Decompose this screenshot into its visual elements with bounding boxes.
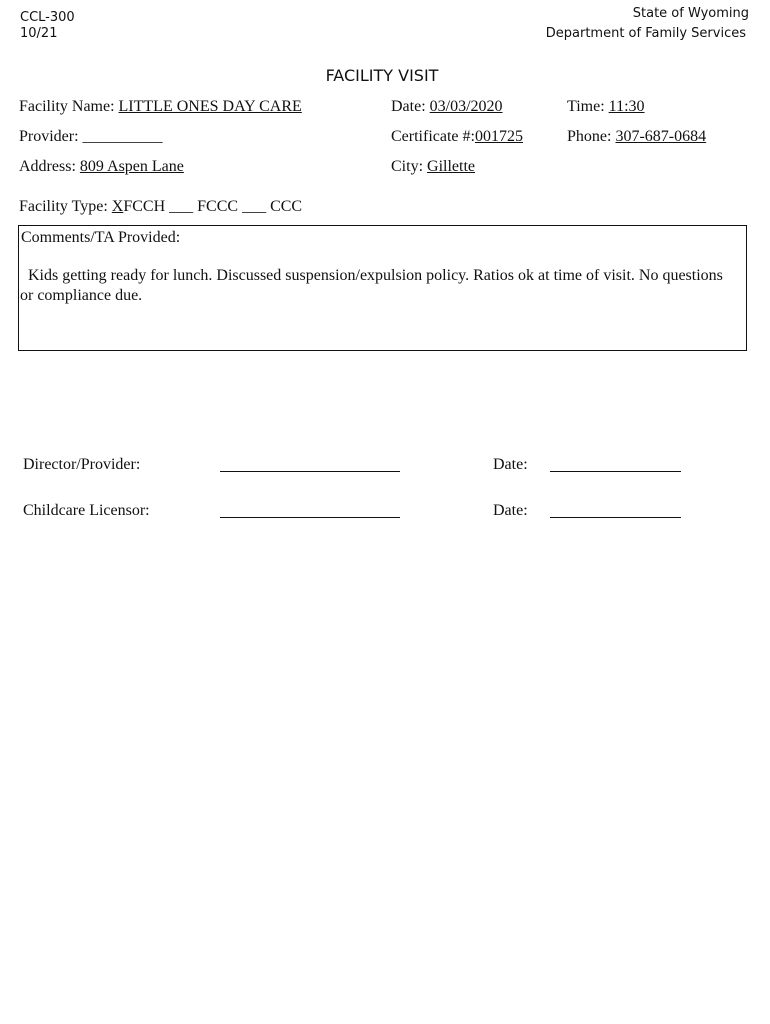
fccc-option: FCCC <box>197 198 239 215</box>
phone-label: Phone: <box>567 128 612 145</box>
facility-type-label: Facility Type: <box>19 198 108 215</box>
ccc-option: CCC <box>270 198 303 215</box>
director-signature-line[interactable] <box>220 471 400 472</box>
director-signature-label: Director/Provider: <box>23 456 141 473</box>
fccc-checkmark: ___ <box>169 198 194 215</box>
city-value: Gillette <box>427 158 475 175</box>
director-date-label: Date: <box>493 456 528 473</box>
comments-label: Comments/TA Provided: <box>21 229 181 246</box>
phone-row <box>567 127 706 146</box>
licensor-signature-line[interactable] <box>220 517 400 518</box>
certificate-row <box>391 127 523 146</box>
address-label: Address: <box>19 158 76 175</box>
form-number: CCL-300 <box>20 10 75 25</box>
provider-value: __________ <box>82 128 163 145</box>
visit-date-value: 03/03/2020 <box>429 98 503 115</box>
facility-name-label: Facility Name: <box>19 98 115 115</box>
facility-name-value: LITTLE ONES DAY CARE <box>118 98 302 115</box>
licensor-date-line[interactable] <box>550 517 681 518</box>
licensor-signature-label: Childcare Licensor: <box>23 502 150 519</box>
address-value: 809 Aspen Lane <box>79 158 184 175</box>
comments-text-line-2: or compliance due. <box>20 287 143 304</box>
visit-time-label: Time: <box>567 98 605 115</box>
phone-value: 307-687-0684 <box>615 128 707 145</box>
licensor-date-label: Date: <box>493 502 528 519</box>
visit-time-value: 11:30 <box>608 98 645 115</box>
address-row <box>19 157 184 176</box>
provider-label: Provider: <box>19 128 79 145</box>
certificate-label: Certificate #: <box>391 128 475 145</box>
facility-name-row <box>19 97 302 116</box>
form-revision-date: 10/21 <box>20 26 58 41</box>
provider-row <box>19 127 163 146</box>
page-title: FACILITY VISIT <box>325 66 439 85</box>
facility-type-row <box>19 197 302 216</box>
city-label: City: <box>391 158 424 175</box>
visit-time-row <box>567 97 645 116</box>
director-date-line[interactable] <box>550 471 681 472</box>
comments-text-line-1: Kids getting ready for lunch. Discussed suspension/expulsion policy. Ratios ok at time of visit. No questions <box>20 267 723 284</box>
fcch-option: FCCH <box>123 198 166 215</box>
visit-date-row <box>391 97 503 116</box>
agency-department: Department of Family Services <box>545 26 746 41</box>
agency-state: State of Wyoming <box>632 6 749 21</box>
certificate-value: 001725 <box>474 128 523 145</box>
visit-date-label: Date: <box>391 98 426 115</box>
fcch-checkmark: X <box>111 198 124 215</box>
city-row <box>391 157 475 176</box>
ccc-checkmark: ___ <box>242 198 267 215</box>
